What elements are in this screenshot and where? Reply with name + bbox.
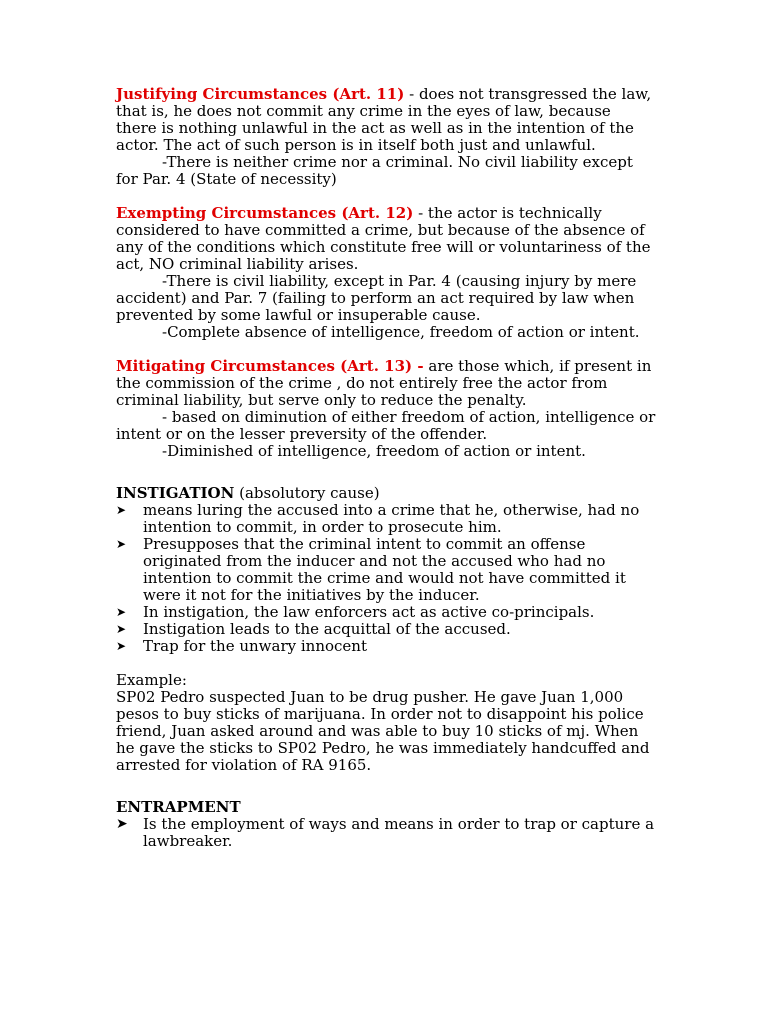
justifying-title: Justifying Circumstances (Art. 11) [116, 85, 405, 103]
spacer [116, 460, 656, 485]
mitigating-note-1: - based on diminution of either freedom of action, intelligence or intent or on the lesser preversity of the offender. [116, 408, 656, 443]
entrapment-bullet-list [116, 816, 656, 850]
example-text: SP02 Pedro suspected Juan to be drug pusher. He gave Juan 1,000 pesos to buy sticks of marijuana. In order not to disappoint his police friend, Juan asked around and was able to buy 10 sticks of mj. When he gave the sticks to SP02 Pedro, he was immediately handcuffed and arrested for violation of RA 9165. [116, 688, 650, 774]
list-item-text: Instigation leads to the acquittal of the accused. [143, 620, 511, 638]
list-item-text: Presupposes that the criminal intent to commit an offense originated from the inducer and not the accused who had no intention to commit the crime and would not have committed it were it not for the initiatives by the inducer. [143, 535, 626, 604]
arrow-bullet-icon: ➤ [116, 537, 127, 551]
justifying-text: - does not transgressed the law, that is, he does not commit any crime in the eyes of law, because there is nothing unlawful in the act as well as in the intention of the actor. The act of such person is in itself both just and unlawful. [116, 85, 652, 154]
exempting-title: Exempting Circumstances (Art. 12) [116, 204, 414, 222]
mitigating-text: are those which, if present in the commission of the crime , do not entirely free the actor from criminal liability, but serve only to reduce the penalty. [116, 357, 652, 409]
justifying-paragraph [116, 86, 656, 154]
exempting-paragraph [116, 205, 656, 273]
list-item [116, 604, 656, 621]
exempting-note-2: -Complete absence of intelligence, freedom of action or intent. [162, 323, 640, 341]
list-item-text: Trap for the unwary innocent [143, 637, 367, 655]
list-item [116, 621, 656, 638]
spacer [116, 774, 656, 799]
list-item [116, 536, 656, 604]
instigation-bullet-list [116, 502, 656, 655]
list-item-text: means luring the accused into a crime that he, otherwise, had no intention to commit, in order to prosecute him. [143, 501, 640, 536]
list-item [116, 502, 656, 536]
exempting-text: - the actor is technically considered to have committed a crime, but because of the absence of any of the conditions which constitute free will or voluntariness of the act, NO criminal liability arises. [116, 204, 651, 273]
mitigating-title: Mitigating Circumstances (Art. 13) - [116, 357, 424, 375]
arrow-bullet-icon: ➤ [116, 605, 127, 619]
spacer [116, 655, 656, 672]
arrow-bullet-icon: ➤ [116, 622, 127, 636]
instigation-heading: INSTIGATION [116, 484, 235, 502]
document-page [116, 86, 656, 850]
arrow-bullet-icon: ➤ [116, 503, 127, 517]
list-item-text: In instigation, the law enforcers act as active co-principals. [143, 603, 595, 621]
exempting-note-1: -There is civil liability, except in Par. 4 (causing injury by mere accident) and Par. 7 (failing to perform an act required by law when prevented by some lawful or insuperable cause. [116, 272, 637, 324]
spacer [116, 188, 656, 205]
list-item-text: Is the employment of ways and means in order to trap or capture a lawbreaker. [143, 815, 655, 850]
list-item [116, 638, 656, 655]
arrowhead-bullet-icon: ➤ [116, 816, 128, 832]
justifying-note: -There is neither crime nor a criminal. No civil liability except for Par. 4 (State of necessity) [116, 153, 633, 188]
spacer [116, 341, 656, 358]
arrow-bullet-icon: ➤ [116, 639, 127, 653]
entrapment-heading: ENTRAPMENT [116, 798, 241, 816]
instigation-heading-line [116, 485, 656, 502]
mitigating-paragraph [116, 358, 656, 409]
mitigating-note-2: -Diminished of intelligence, freedom of action or intent. [162, 442, 586, 460]
example-label: Example: [116, 671, 187, 689]
list-item [116, 816, 656, 850]
instigation-subheading: (absolutory cause) [234, 484, 380, 502]
